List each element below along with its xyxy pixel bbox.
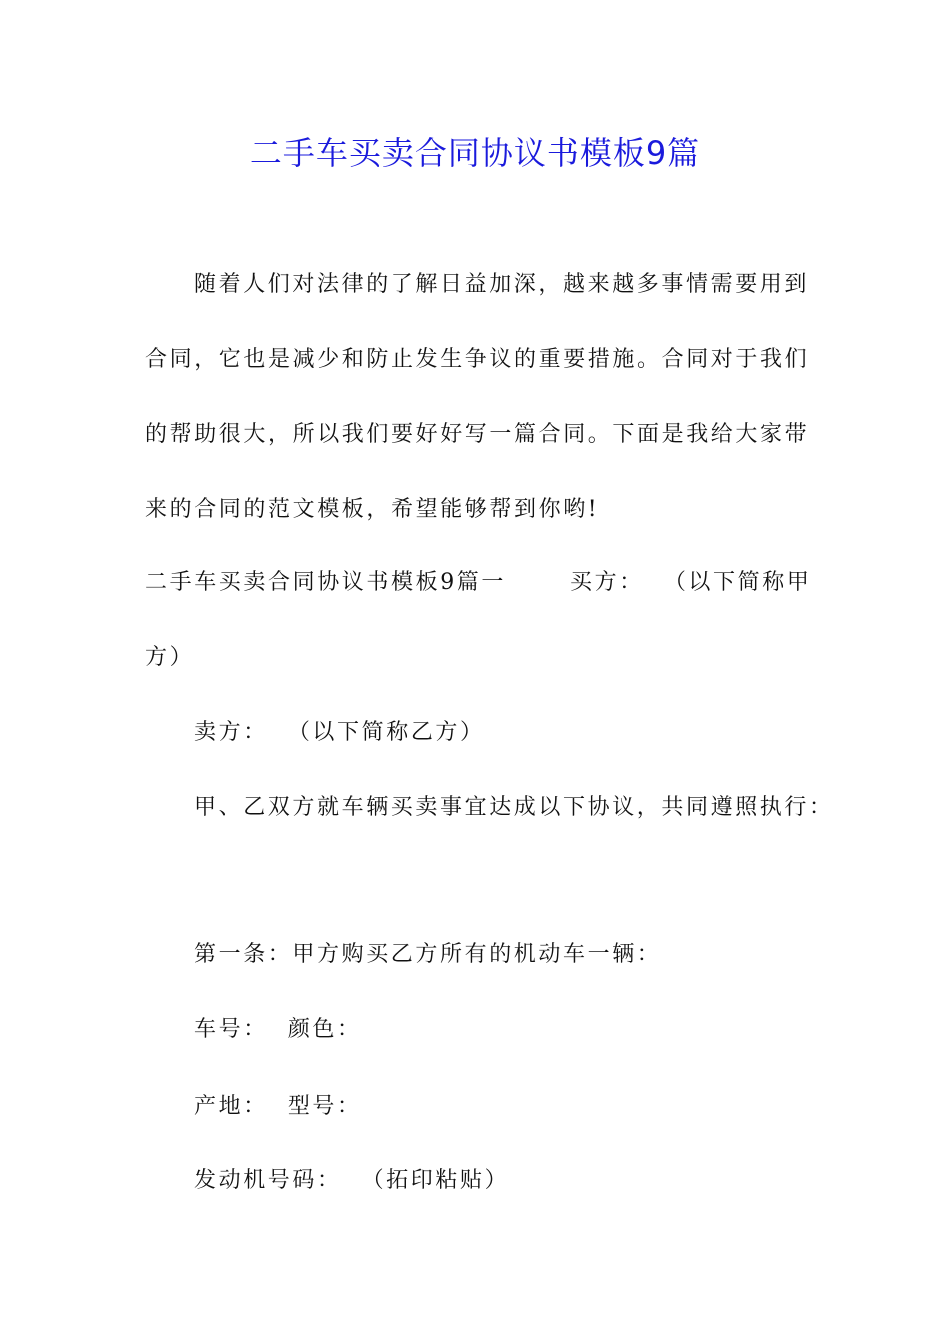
intro-line-1: 随着人们对法律的了解日益加深，越来越多事情需要用到 <box>194 272 810 297</box>
seller-label: 卖方： <box>194 720 268 745</box>
color-label: 颜色： <box>287 1017 362 1042</box>
buyer-label: 买方： <box>570 570 644 595</box>
document-title: 二手车买卖合同协议书模板9篇 <box>249 134 701 172</box>
agreement-statement: 甲、乙双方就车辆买卖事宜达成以下协议，共同遵照执行： <box>194 795 834 820</box>
engine-line <box>194 1166 509 1196</box>
intro-line-4: 来的合同的范文模板，希望能够帮到你哟! <box>145 497 600 522</box>
intro-line-3: 的帮助很大，所以我们要好好写一篇合同。下面是我给大家带 <box>145 422 810 447</box>
seller-note: （以下简称乙方） <box>287 720 485 745</box>
plate-label: 车号： <box>194 1017 268 1042</box>
buyer-note-end: 方） <box>145 645 195 670</box>
engine-note: （拓印粘贴） <box>361 1168 510 1193</box>
intro-line-2: 合同，它也是减少和防止发生争议的重要措施。合同对于我们 <box>145 347 810 372</box>
buyer-note: （以下简称甲 <box>663 570 812 595</box>
plate-color-line <box>194 1015 362 1045</box>
origin-label: 产地： <box>194 1094 268 1119</box>
buyer-line <box>570 568 811 598</box>
article-1: 第一条：甲方购买乙方所有的机动车一辆： <box>194 942 662 967</box>
origin-model-line <box>194 1092 362 1122</box>
section-heading: 二手车买卖合同协议书模板9篇一 <box>145 570 506 595</box>
engine-label: 发动机号码： <box>194 1168 342 1193</box>
model-label: 型号： <box>287 1094 362 1119</box>
seller-line <box>194 718 485 748</box>
